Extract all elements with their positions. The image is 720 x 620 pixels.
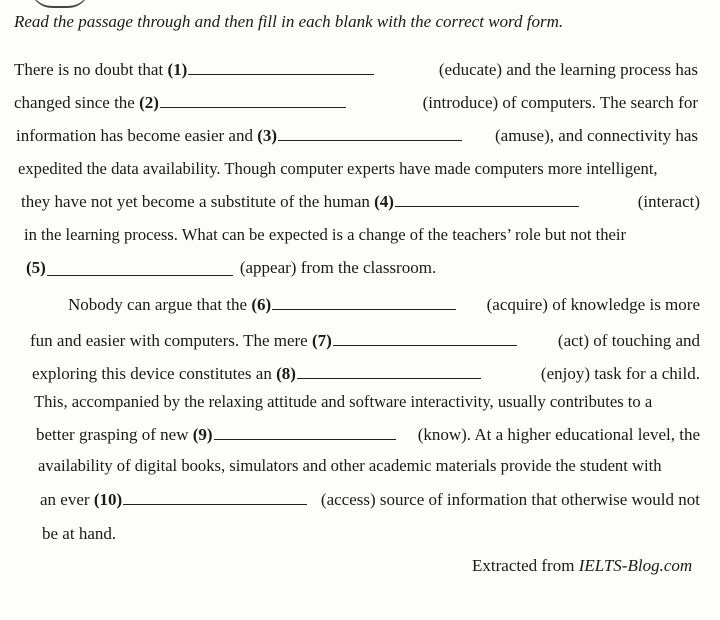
blank-number-7: (7) bbox=[311, 331, 332, 350]
passage-line-9 bbox=[30, 330, 700, 352]
line-text: (educate) and the learning process has bbox=[438, 60, 698, 79]
answer-blank-1[interactable] bbox=[188, 60, 374, 75]
answer-blank-3[interactable] bbox=[278, 126, 462, 141]
passage-line-13 bbox=[38, 455, 700, 477]
blank-number-1: (1) bbox=[167, 60, 188, 79]
line-text: Nobody can argue that the bbox=[68, 295, 248, 314]
blank-number-9: (9) bbox=[192, 425, 213, 444]
line-text: be at hand. bbox=[42, 524, 117, 543]
passage-line-12 bbox=[36, 424, 700, 446]
line-text: an ever bbox=[40, 490, 90, 509]
blank-number-10: (10) bbox=[93, 490, 123, 509]
line-text: (introduce) of computers. The search for bbox=[422, 93, 698, 112]
line-text: (know). At a higher educational level, the bbox=[417, 425, 700, 444]
passage-line-2 bbox=[14, 92, 698, 114]
blank-number-4: (4) bbox=[374, 192, 394, 211]
line-text: (amuse), and connectivity has bbox=[495, 126, 698, 145]
blank-number-3: (3) bbox=[257, 126, 278, 145]
line-text: (interact) bbox=[637, 192, 700, 211]
blank-number-5: (5) bbox=[26, 258, 46, 277]
line-text: (acquire) of knowledge is more bbox=[486, 295, 700, 314]
passage-line-6 bbox=[24, 224, 700, 246]
scan-mark bbox=[30, 0, 90, 8]
passage-line-10 bbox=[32, 363, 700, 385]
line-text: availability of digital books, simulators and other academic materials provide the student with bbox=[38, 456, 662, 475]
line-text: information has become easier and bbox=[16, 126, 253, 145]
answer-blank-10[interactable] bbox=[123, 490, 307, 505]
answer-blank-9[interactable] bbox=[214, 425, 396, 440]
line-text: fun and easier with computers. The mere bbox=[30, 331, 308, 350]
line-text: (enjoy) task for a child. bbox=[540, 364, 700, 383]
passage-line-7 bbox=[26, 257, 526, 279]
line-text: There is no doubt that bbox=[14, 60, 164, 79]
passage-line-15 bbox=[42, 523, 342, 545]
line-text: they have not yet become a substitute of the human bbox=[21, 192, 370, 211]
line-text: expedited the data availability. Though computer experts have made computers more intelligent, bbox=[18, 159, 658, 178]
answer-blank-2[interactable] bbox=[160, 93, 346, 108]
line-text: better grasping of new bbox=[36, 425, 189, 444]
blank-number-2: (2) bbox=[139, 93, 159, 112]
line-text: in the learning process. What can be expected is a change of the teachers’ role but not their bbox=[24, 225, 627, 244]
line-text: (access) source of information that otherwise would not bbox=[320, 490, 700, 509]
answer-blank-5[interactable] bbox=[47, 261, 233, 276]
line-text: changed since the bbox=[14, 93, 135, 112]
blank-number-8: (8) bbox=[276, 364, 296, 383]
answer-blank-4[interactable] bbox=[395, 192, 579, 207]
passage-line-5 bbox=[21, 191, 700, 213]
line-text: This, accompanied by the relaxing attitude and software interactivity, usually contributes to a bbox=[34, 392, 653, 411]
passage-line-1 bbox=[14, 59, 698, 81]
source-credit bbox=[472, 556, 692, 576]
passage-line-11 bbox=[34, 391, 700, 413]
answer-blank-6[interactable] bbox=[272, 295, 456, 310]
passage-line-14 bbox=[40, 489, 700, 511]
line-text: (appear) from the classroom. bbox=[239, 258, 437, 277]
answer-blank-8[interactable] bbox=[297, 364, 481, 379]
passage-line-4 bbox=[18, 158, 700, 180]
source-site: IELTS-Blog.com bbox=[578, 556, 693, 575]
line-text: (act) of touching and bbox=[557, 331, 700, 350]
passage-line-3 bbox=[16, 125, 698, 147]
line-text: exploring this device constitutes an bbox=[32, 364, 272, 383]
passage-line-8 bbox=[68, 294, 700, 316]
instruction: Read the passage through and then fill in each blank with the correct word form. bbox=[14, 12, 564, 31]
answer-blank-7[interactable] bbox=[333, 331, 517, 346]
blank-number-6: (6) bbox=[251, 295, 272, 314]
source-prefix: Extracted from bbox=[472, 556, 575, 575]
